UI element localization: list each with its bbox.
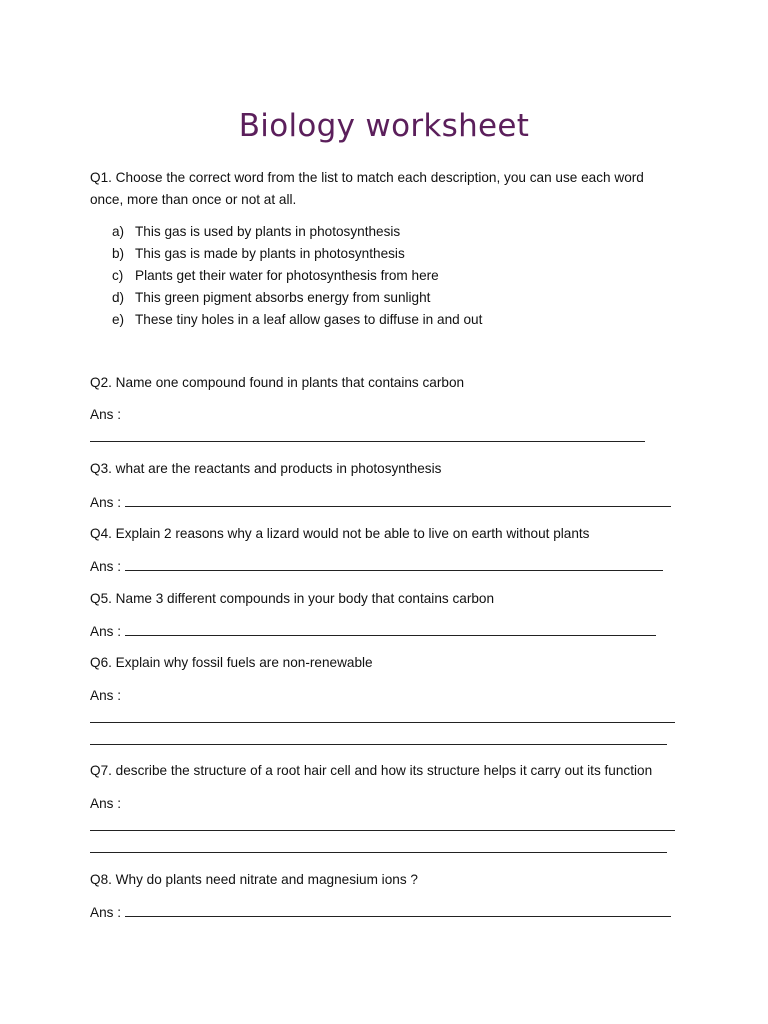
- question-4-answer-line[interactable]: [125, 557, 663, 571]
- question-5-answer-line[interactable]: [125, 622, 656, 636]
- question-8-answer-line[interactable]: [125, 903, 671, 917]
- question-6-text: Q6. Explain why fossil fuels are non-renewable: [90, 655, 373, 670]
- question-1-text: Q1. Choose the correct word from the list to match each description, you can use each word once, more than once or not at all.: [90, 170, 644, 207]
- question-5-answer: Ans :: [90, 622, 656, 641]
- question-4-text: Q4. Explain 2 reasons why a lizard would not be able to live on earth without plants: [90, 526, 590, 541]
- question-8-answer: Ans :: [90, 903, 671, 922]
- list-item: c) Plants get their water for photosynthesis from here: [112, 268, 439, 283]
- question-6-answer-label: Ans :: [90, 688, 121, 703]
- list-item: d) This green pigment absorbs energy from sunlight: [112, 290, 431, 305]
- list-item: a) This gas is used by plants in photosynthesis: [112, 224, 401, 239]
- question-3-answer-line[interactable]: [125, 493, 671, 507]
- page-title: Biology worksheet: [238, 108, 530, 144]
- question-6-answer-line-1[interactable]: [90, 722, 675, 723]
- question-2-answer-line[interactable]: [90, 441, 645, 442]
- question-7-answer-line-2[interactable]: [90, 852, 667, 853]
- question-3-text: Q3. what are the reactants and products in photosynthesis: [90, 461, 442, 476]
- list-item: e) These tiny holes in a leaf allow gases to diffuse in and out: [112, 312, 483, 327]
- question-7-text: Q7. describe the structure of a root hair cell and how its structure helps it carry out its function: [90, 763, 653, 778]
- question-6-answer-line-2[interactable]: [90, 744, 667, 745]
- list-item: b) This gas is made by plants in photosynthesis: [112, 246, 405, 261]
- question-1-list: [112, 221, 482, 331]
- question-2-answer-label: Ans :: [90, 407, 121, 422]
- question-2-text: Q2. Name one compound found in plants that contains carbon: [90, 375, 465, 390]
- question-5-text: Q5. Name 3 different compounds in your body that contains carbon: [90, 591, 495, 606]
- question-8-text: Q8. Why do plants need nitrate and magnesium ions ?: [90, 872, 418, 887]
- question-7-answer-line-1[interactable]: [90, 830, 675, 831]
- question-3-answer: Ans :: [90, 493, 671, 512]
- question-7-answer-label: Ans :: [90, 796, 121, 811]
- question-4-answer: Ans :: [90, 557, 663, 576]
